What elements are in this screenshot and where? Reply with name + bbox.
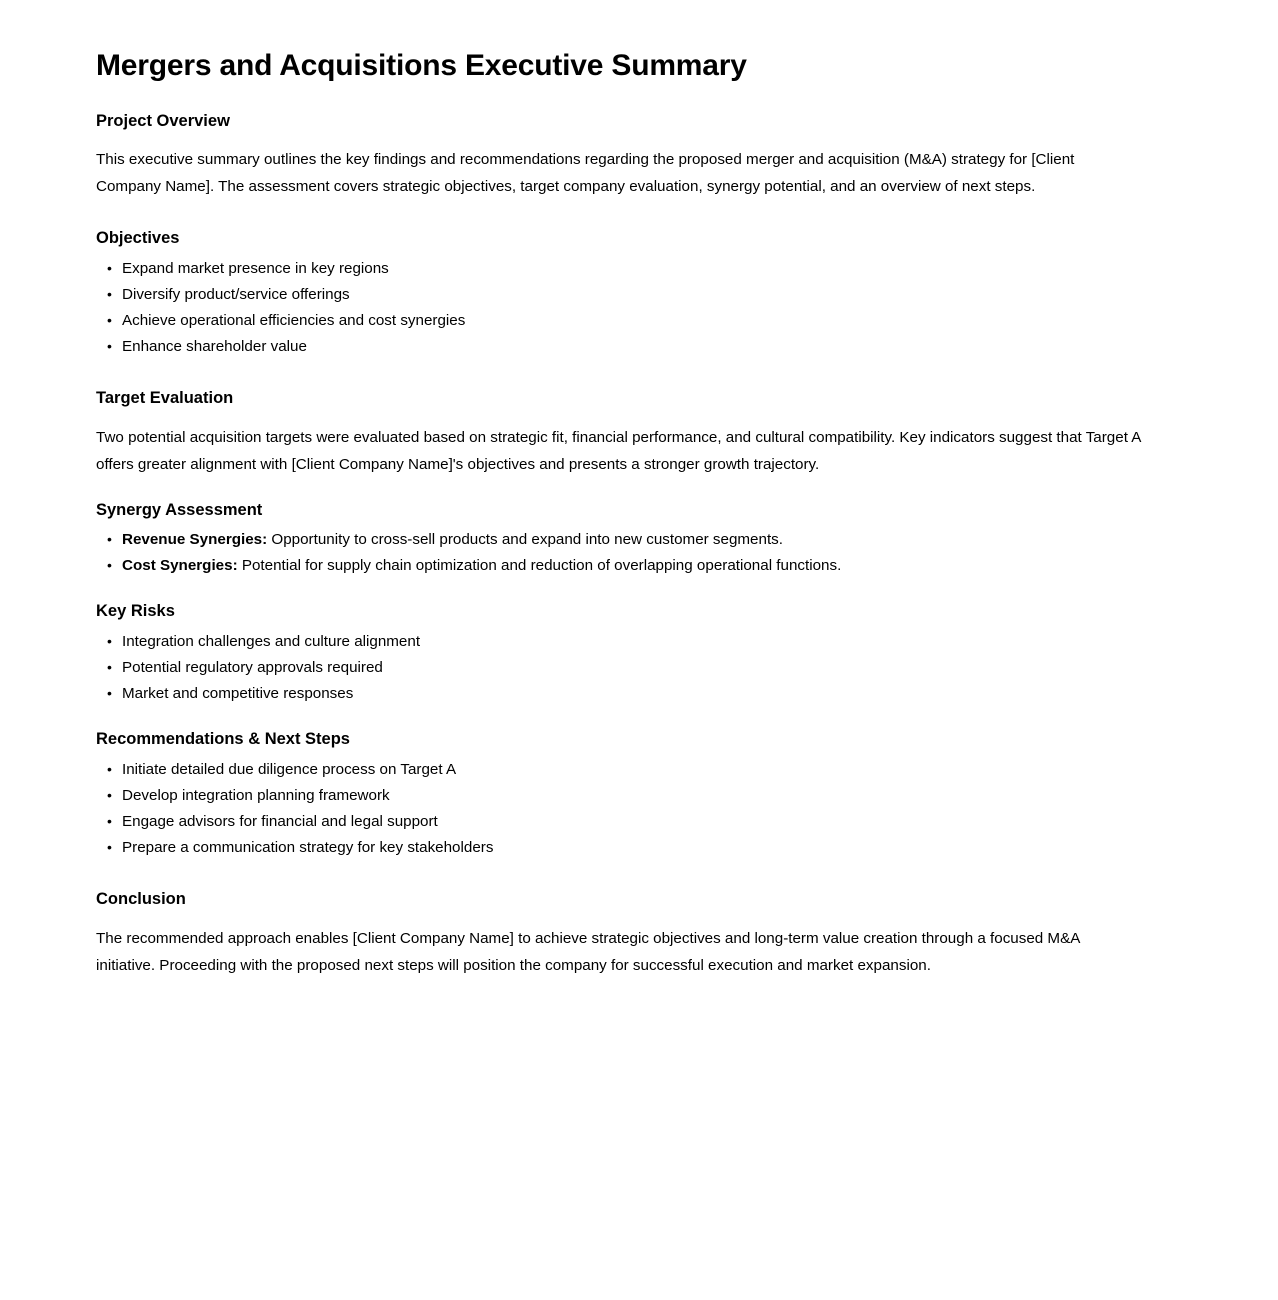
list-item: • Develop integration planning framework bbox=[96, 783, 1142, 809]
page-title: Mergers and Acquisitions Executive Summary bbox=[96, 49, 747, 82]
list-item-text: Potential for supply chain optimization and reduction of overlapping operational functions. bbox=[237, 557, 842, 575]
spacer bbox=[96, 861, 1182, 889]
list-item: • Enhance shareholder value bbox=[96, 334, 1142, 360]
section-heading-target-evaluation: Target Evaluation bbox=[96, 389, 234, 408]
conclusion-paragraph: The recommended approach enables [Client Company Name] to achieve strategic objectives and long-term value creation through a focused M&A initiative. Proceeding with the proposed next steps will position the company for successful execution and market expansion. bbox=[96, 929, 1080, 974]
list-item: • Initiate detailed due diligence process on Target A bbox=[96, 757, 1142, 783]
section-heading-recommendations: Recommendations & Next Steps bbox=[96, 730, 350, 749]
list-item bbox=[96, 553, 1142, 579]
list-item: • Achieve operational efficiencies and cost synergies bbox=[96, 308, 1142, 334]
section-heading-conclusion: Conclusion bbox=[96, 890, 186, 909]
key-risks-list bbox=[96, 629, 1182, 707]
list-item bbox=[96, 527, 1142, 553]
spacer bbox=[96, 579, 1182, 601]
synergy-assessment-list bbox=[96, 527, 1182, 579]
objectives-list bbox=[96, 256, 1182, 361]
section-heading-key-risks: Key Risks bbox=[96, 602, 175, 621]
spacer bbox=[96, 200, 1182, 228]
target-evaluation-paragraph: Two potential acquisition targets were evaluated based on strategic fit, financial performance, and cultural compatibility. Key indicators suggest that Target A offers greater alignment with [Client Company Name]'s objectives and presents a stronger growth trajectory. bbox=[96, 428, 1141, 473]
list-item: • Integration challenges and culture alignment bbox=[96, 629, 1142, 655]
list-item: • Potential regulatory approvals required bbox=[96, 655, 1142, 681]
recommendations-list bbox=[96, 757, 1182, 862]
list-item-text: Opportunity to cross-sell products and expand into new customer segments. bbox=[267, 531, 783, 549]
spacer bbox=[96, 360, 1182, 388]
list-item: • Engage advisors for financial and legal support bbox=[96, 809, 1142, 835]
spacer bbox=[96, 478, 1182, 500]
section-heading-objectives: Objectives bbox=[96, 229, 180, 248]
section-heading-synergy-assessment: Synergy Assessment bbox=[96, 500, 263, 519]
list-item: • Prepare a communication strategy for key stakeholders bbox=[96, 835, 1142, 861]
list-item: • Expand market presence in key regions bbox=[96, 256, 1142, 282]
list-item-lead-in: Revenue Synergies: bbox=[122, 531, 268, 549]
list-item: • Market and competitive responses bbox=[96, 681, 1142, 707]
project-overview-paragraph: This executive summary outlines the key findings and recommendations regarding the proposed merger and acquisition (M&A) strategy for [Client Company Name]. The assessment covers strategic objectives, target company evaluation, synergy potential, and an overview of next steps. bbox=[96, 151, 1075, 196]
spacer bbox=[96, 707, 1182, 729]
list-item: • Diversify product/service offerings bbox=[96, 282, 1142, 308]
section-heading-project-overview: Project Overview bbox=[96, 111, 230, 130]
list-item-lead-in: Cost Synergies: bbox=[122, 557, 238, 575]
